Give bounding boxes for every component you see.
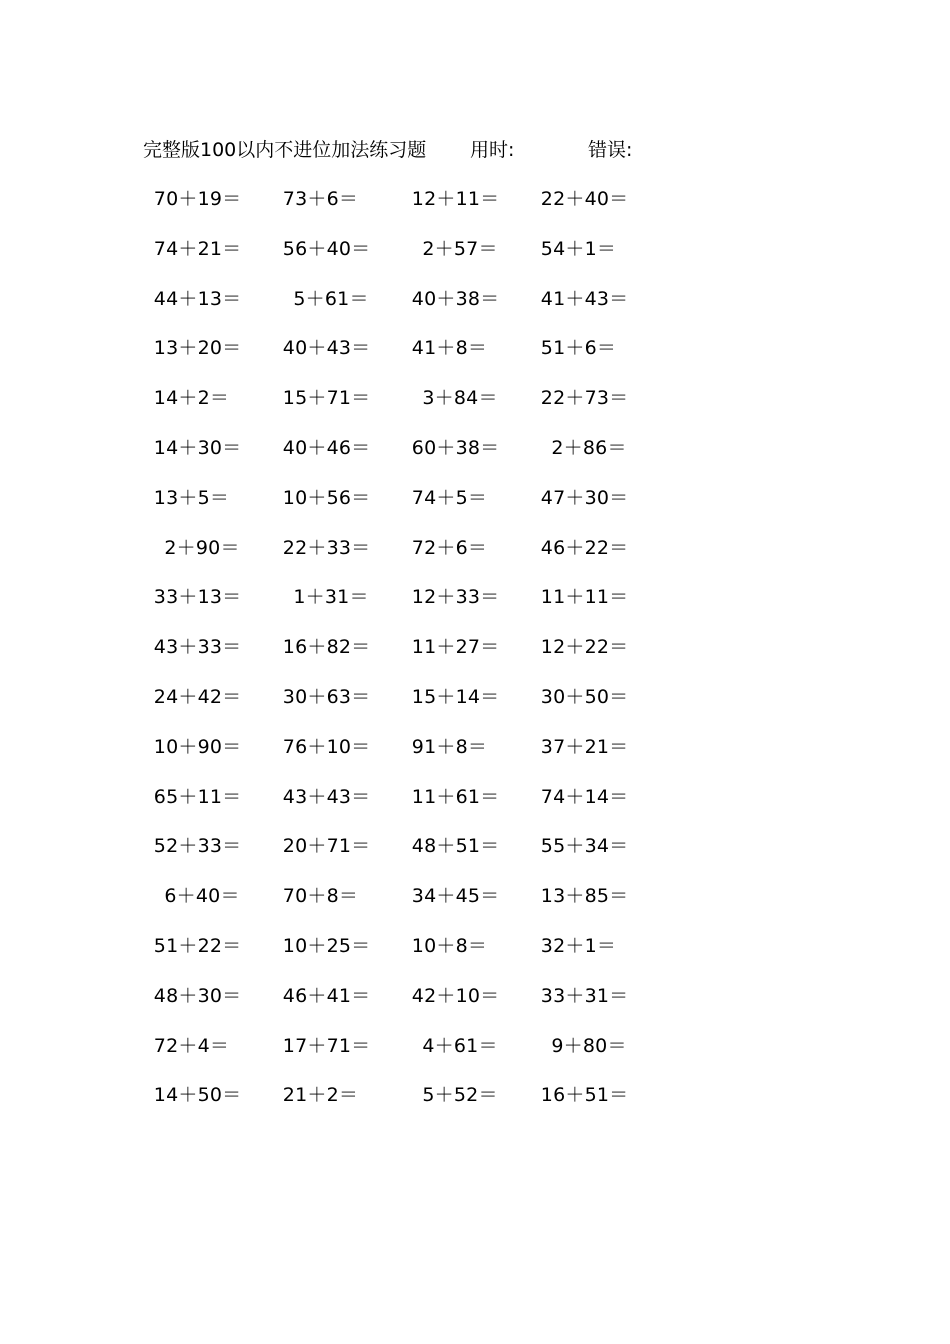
- addition-problem: 9＋80＝: [551, 1034, 627, 1057]
- problem-row: [0, 931, 700, 961]
- addition-problem: 74＋5＝: [411, 486, 488, 509]
- addition-problem: 5＋52＝: [422, 1084, 498, 1107]
- addition-problem: 10＋90＝: [153, 735, 242, 758]
- problem-row: [0, 831, 700, 861]
- addition-problem: 42＋10＝: [411, 984, 500, 1007]
- problem-row: [0, 333, 700, 363]
- time-used-label: 用时:: [470, 139, 515, 161]
- addition-problem: 10＋56＝: [282, 486, 371, 509]
- worksheet-title: 完整版100以内不进位加法练习题: [143, 139, 427, 161]
- problem-row: [0, 1031, 700, 1061]
- addition-problem: 33＋13＝: [153, 586, 242, 609]
- problem-row: [0, 383, 700, 413]
- addition-problem: 48＋51＝: [411, 835, 500, 858]
- addition-problem: 12＋22＝: [540, 636, 629, 659]
- addition-problem: 13＋20＝: [153, 337, 242, 360]
- addition-problem: 4＋61＝: [422, 1034, 498, 1057]
- addition-problem: 72＋6＝: [411, 536, 488, 559]
- addition-problem: 17＋71＝: [282, 1034, 371, 1057]
- problem-row: [0, 632, 700, 662]
- addition-problem: 16＋82＝: [282, 636, 371, 659]
- addition-problem: 74＋21＝: [153, 237, 242, 260]
- addition-problem: 44＋13＝: [153, 287, 242, 310]
- addition-problem: 52＋33＝: [153, 835, 242, 858]
- addition-problem: 41＋43＝: [540, 287, 629, 310]
- addition-problem: 11＋11＝: [540, 586, 629, 609]
- addition-problem: 11＋27＝: [411, 636, 500, 659]
- addition-problem: 10＋8＝: [411, 935, 488, 957]
- addition-problem: 5＋61＝: [293, 287, 369, 310]
- addition-problem: 11＋61＝: [411, 785, 500, 808]
- addition-problem: 2＋90＝: [164, 536, 240, 559]
- addition-problem: 21＋2＝: [282, 1084, 359, 1107]
- problem-row: [0, 184, 700, 214]
- addition-problem: 22＋73＝: [540, 387, 629, 410]
- addition-problem: 56＋40＝: [282, 237, 371, 260]
- addition-problem: 60＋38＝: [411, 437, 500, 459]
- addition-problem: 13＋5＝: [153, 486, 230, 509]
- addition-problem: 3＋84＝: [422, 387, 498, 410]
- addition-problem: 37＋21＝: [540, 735, 629, 758]
- addition-problem: 72＋4＝: [153, 1034, 230, 1057]
- addition-problem: 76＋10＝: [282, 735, 371, 758]
- addition-problem: 22＋33＝: [282, 536, 371, 559]
- addition-problem: 14＋30＝: [153, 437, 242, 459]
- addition-problem: 51＋22＝: [153, 935, 242, 957]
- problem-row: [0, 533, 700, 563]
- addition-problem: 16＋51＝: [540, 1084, 629, 1107]
- addition-problem: 55＋34＝: [540, 835, 629, 858]
- problem-row: [0, 433, 700, 463]
- addition-problem: 46＋41＝: [282, 984, 371, 1007]
- addition-problem: 10＋25＝: [282, 935, 371, 957]
- addition-problem: 2＋86＝: [551, 437, 627, 459]
- addition-problem: 91＋8＝: [411, 735, 488, 758]
- addition-problem: 41＋8＝: [411, 337, 488, 360]
- addition-problem: 2＋57＝: [422, 237, 498, 260]
- addition-problem: 48＋30＝: [153, 984, 242, 1007]
- addition-problem: 46＋22＝: [540, 536, 629, 559]
- addition-problem: 40＋46＝: [282, 437, 371, 459]
- addition-problem: 1＋31＝: [293, 586, 369, 609]
- problem-row: [0, 483, 700, 513]
- addition-problem: 15＋14＝: [411, 686, 500, 708]
- addition-problem: 30＋63＝: [282, 686, 371, 708]
- addition-problem: 70＋8＝: [282, 885, 359, 908]
- addition-problem: 40＋43＝: [282, 337, 371, 360]
- addition-problem: 24＋42＝: [153, 686, 242, 708]
- addition-problem: 43＋33＝: [153, 636, 242, 659]
- errors-label: 错误:: [588, 139, 633, 161]
- addition-problem: 20＋71＝: [282, 835, 371, 858]
- addition-problem: 47＋30＝: [540, 486, 629, 509]
- problem-row: [0, 582, 700, 612]
- addition-problem: 32＋1＝: [540, 935, 617, 957]
- problem-row: [0, 881, 700, 911]
- addition-problem: 6＋40＝: [164, 885, 240, 908]
- addition-problem: 13＋85＝: [540, 885, 629, 908]
- problem-row: [0, 284, 700, 314]
- problem-row: [0, 732, 700, 762]
- addition-problem: 65＋11＝: [153, 785, 242, 808]
- problem-row: [0, 234, 700, 264]
- addition-problem: 12＋11＝: [411, 188, 500, 210]
- problem-row: [0, 682, 700, 712]
- addition-problem: 15＋71＝: [282, 387, 371, 410]
- problem-row: [0, 1080, 700, 1110]
- addition-problem: 14＋50＝: [153, 1084, 242, 1107]
- addition-problem: 70＋19＝: [153, 188, 242, 210]
- addition-problem: 73＋6＝: [282, 188, 359, 210]
- addition-problem: 14＋2＝: [153, 387, 230, 410]
- addition-problem: 33＋31＝: [540, 984, 629, 1007]
- problem-row: [0, 782, 700, 812]
- problem-row: [0, 981, 700, 1011]
- addition-problem: 30＋50＝: [540, 686, 629, 708]
- addition-problem: 54＋1＝: [540, 237, 617, 260]
- addition-problem: 43＋43＝: [282, 785, 371, 808]
- addition-problem: 74＋14＝: [540, 785, 629, 808]
- addition-problem: 34＋45＝: [411, 885, 500, 908]
- addition-problem: 51＋6＝: [540, 337, 617, 360]
- addition-problem: 12＋33＝: [411, 586, 500, 609]
- addition-problem: 22＋40＝: [540, 188, 629, 210]
- addition-problem: 40＋38＝: [411, 287, 500, 310]
